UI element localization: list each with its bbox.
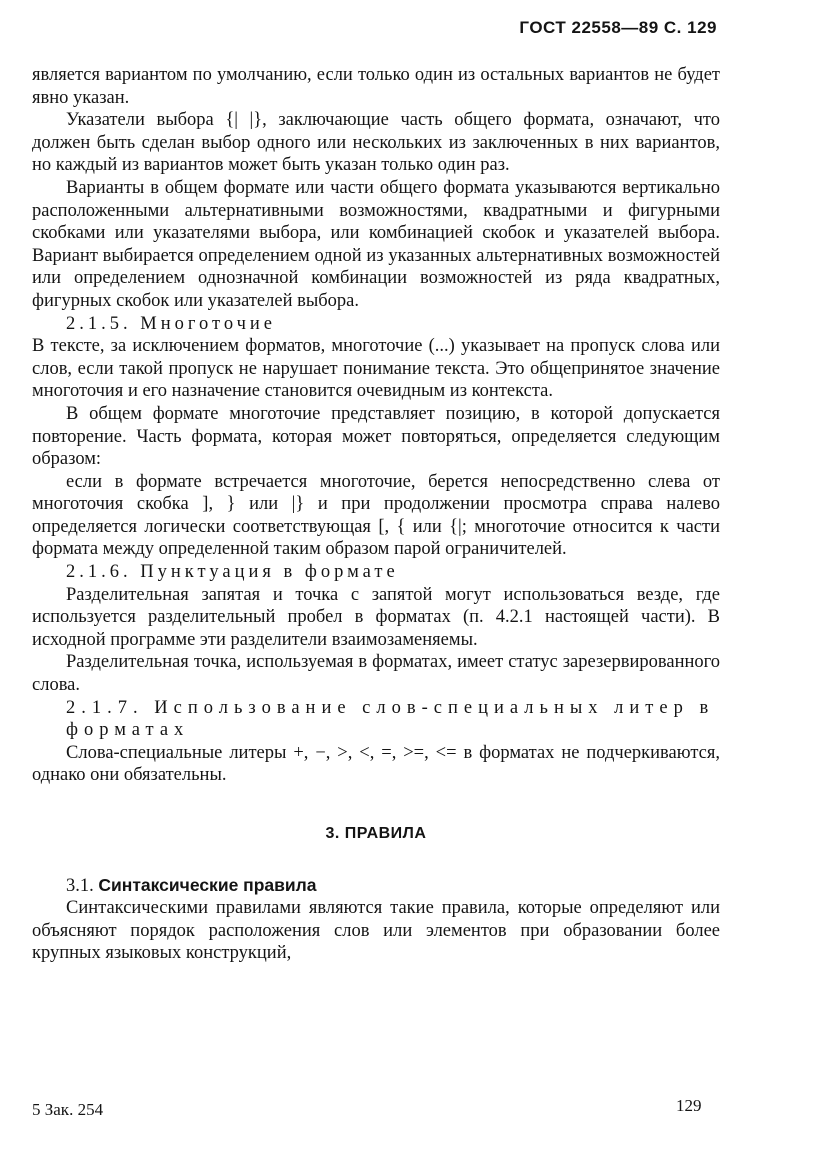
section-heading-2-1-7: 2.1.7. Использование слов-специальных литер в форматах <box>66 697 715 741</box>
paragraph-separator-period: Разделительная точка, используемая в форматах, имеет статус зарезервированного слова. <box>32 652 720 696</box>
paragraph-choice-indicators: Указатели выбора {| |}, заключающие часть общего формата, означают, что должен быть сделан выбор одного или нескольких из заключенных в них вариантов, но каждый из вариантов может быть указан только один раз. <box>32 110 720 176</box>
paragraph-variants: Варианты в общем формате или части общего формата указываются вертикально расположенными альтернативными возможностями, квадратными и фигурными скобками или указателями выбора, или комбинацией скобок и указателей выбора. Вариант выбирается определением одной из указанных альтернативных возможностей или определением однозначной комбинации возможностей из ряда квадратных, фигурных скобок или указателей выбора. <box>32 177 720 311</box>
paragraph-special-characters: Слова-специальные литеры +, −, >, <, =, >=, <= в форматах не подчеркиваются, однако они обязательны. <box>32 742 720 786</box>
paragraph-ellipsis-rule: если в формате встречается многоточие, берется непосредственно слева от многоточия скобка ], } или |} и при продолжении просмотра справа налево определяется логически соответствующая [, { или {|; многоточие относится к части формата между определенной таким образом парой ограничителей. <box>32 471 720 560</box>
subsection-heading-3-1 <box>32 874 720 898</box>
section-heading-2-1-5: 2.1.5. Многоточие <box>66 313 277 334</box>
subsection-title: Синтаксические правила <box>98 874 317 895</box>
paragraph-defaults: является вариантом по умолчанию, если только один из остальных вариантов не будет явно указан. <box>32 65 720 108</box>
chapter-heading-rules: 3. ПРАВИЛА <box>325 825 427 842</box>
section-heading-2-1-6: 2.1.6. Пунктуация в формате <box>66 562 399 583</box>
subsection-number: 3.1. <box>66 875 94 896</box>
paragraph-punctuation: Разделительная запятая и точка с запятой могут использоваться везде, где используется разделительный пробел в форматах (п. 4.2.1 настоящей части). В исходной программе эти разделители взаимозаменяемы. <box>32 584 720 650</box>
paragraph-ellipsis-text: В тексте, за исключением форматов, многоточие (...) указывает на пропуск слова или слов, если такой пропуск не нарушает понимание текста. Это общепринятое значение многоточия и его назначение становится очевидным из контекста. <box>32 336 720 402</box>
running-header: ГОСТ 22558—89 С. 129 <box>519 18 717 37</box>
paragraph-syntax-rules: Синтаксическими правилами являются такие правила, которые определяют или объясняют порядок расположения слов или элементов при образовании более крупных языковых конструкций, <box>32 898 720 964</box>
page-number: 129 <box>676 1096 702 1115</box>
footer-order-number: 5 Зак. 254 <box>32 1100 104 1119</box>
body-text <box>32 64 720 965</box>
paragraph-ellipsis-format: В общем формате многоточие представляет позицию, в которой допускается повторение. Часть формата, которая может повторяться, определяется следующим образом: <box>32 403 720 470</box>
